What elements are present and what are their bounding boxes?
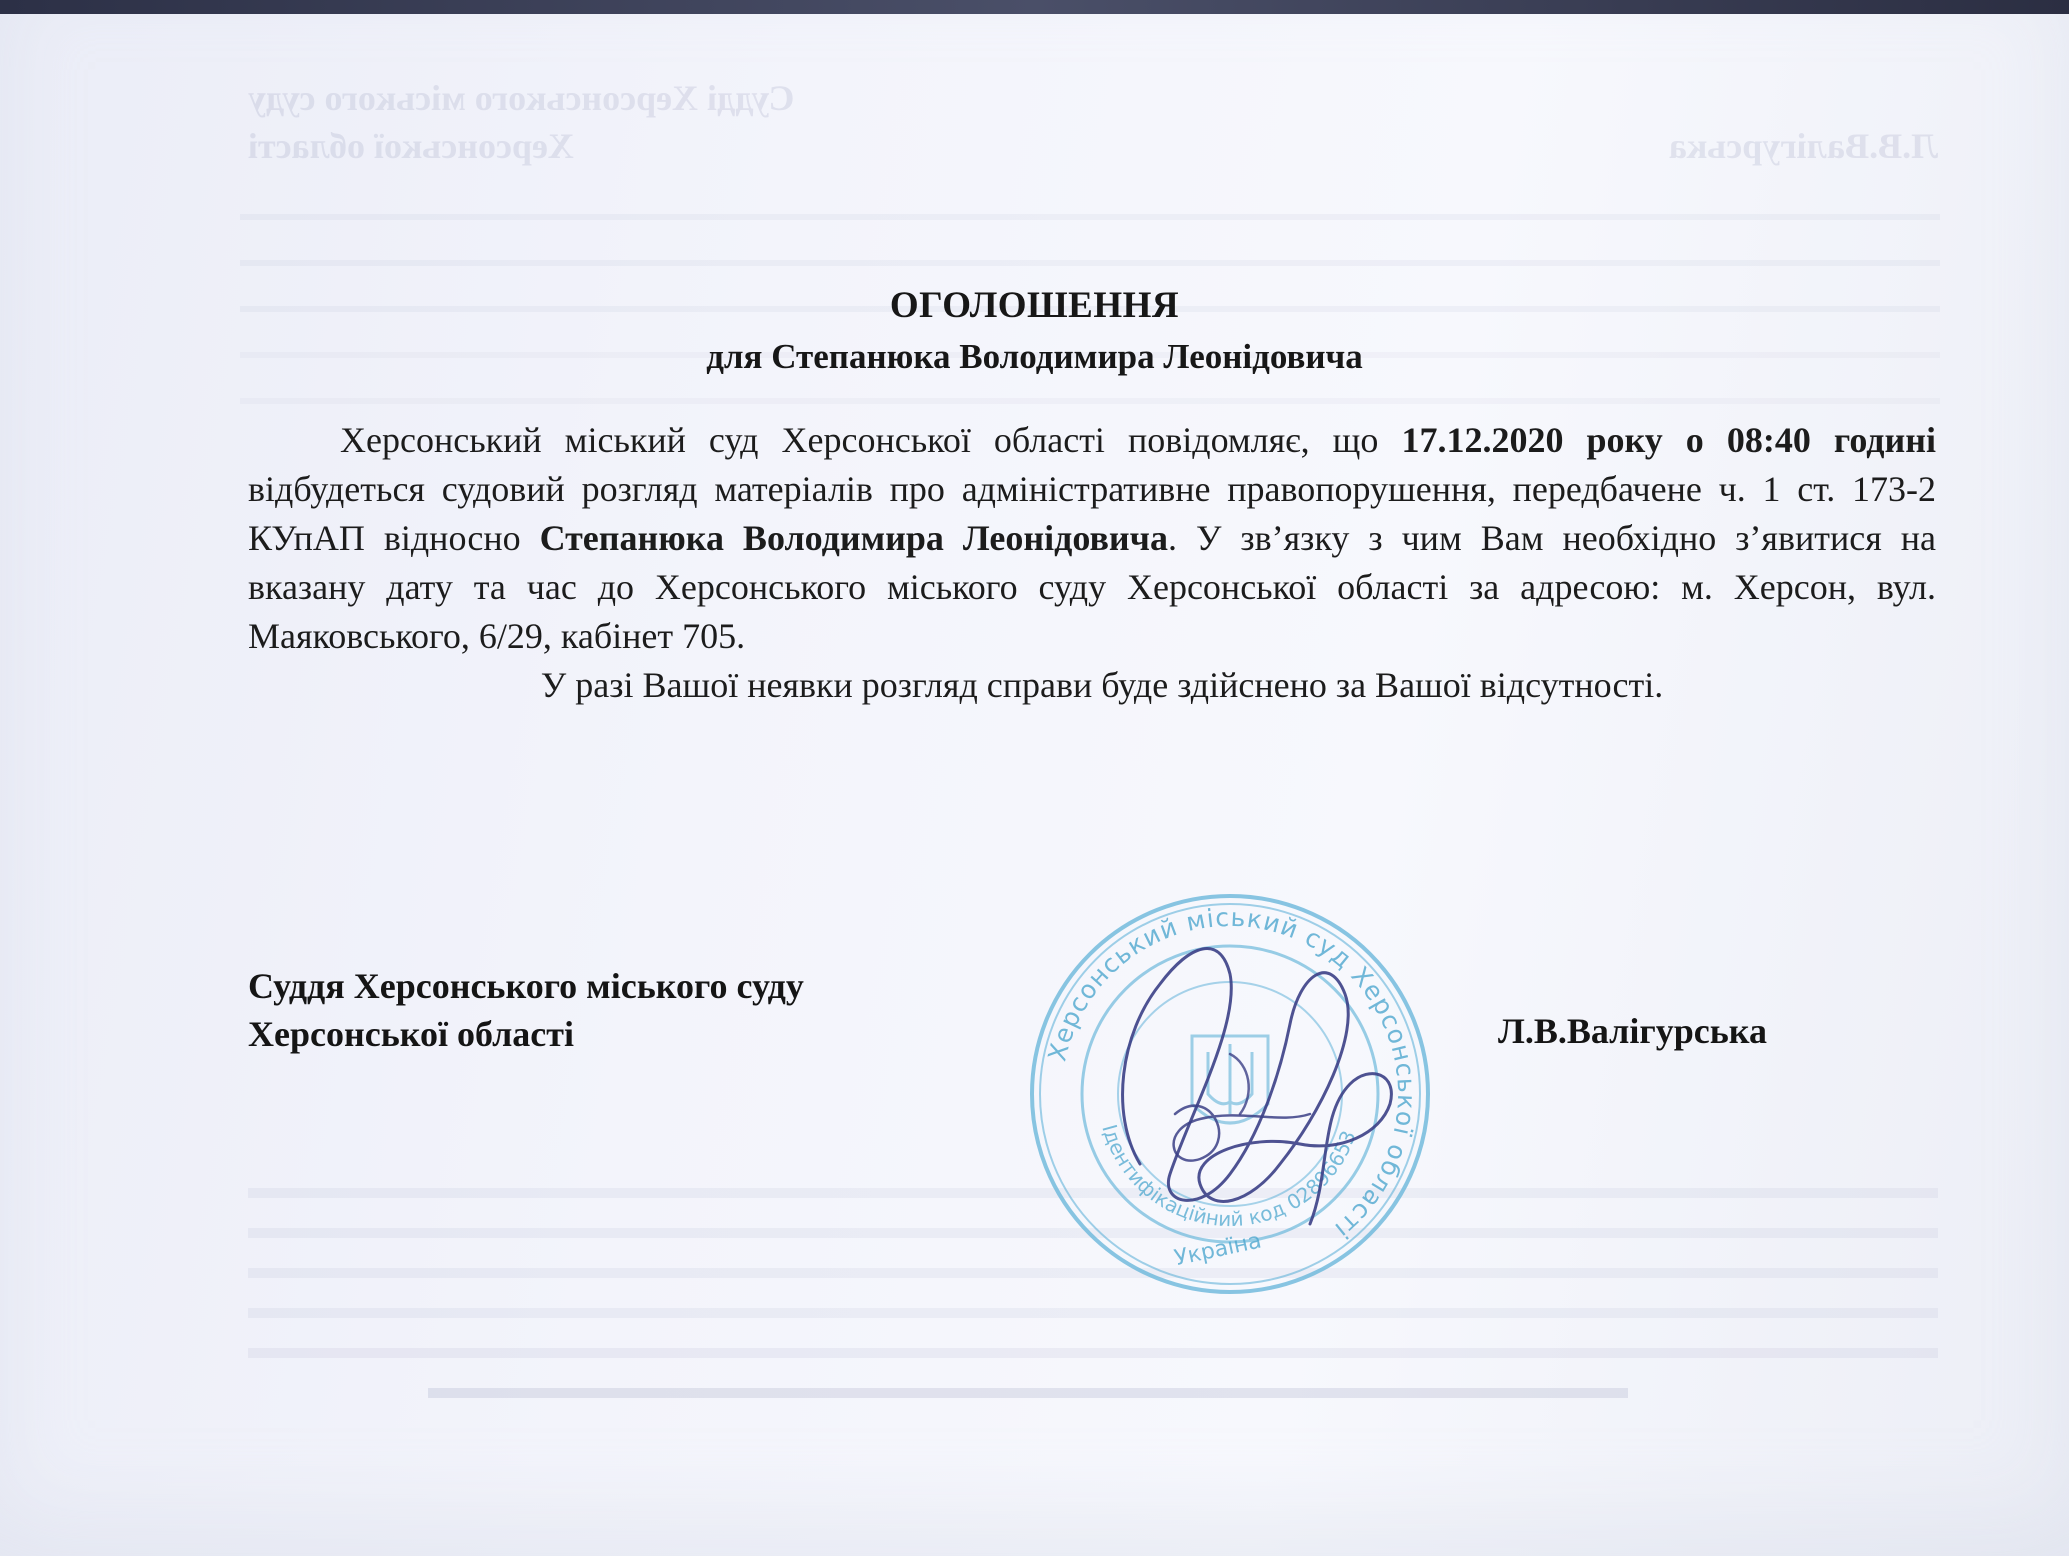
judge-position (248, 962, 804, 1058)
absence-warning: У разі Вашої неявки розгляд справи буде здійснено за Вашої відсутності. (540, 665, 1664, 705)
notice-text-part: Херсонський міський суд Херсонської області повідомляє, що (340, 420, 1402, 460)
judge-position-line: Херсонської області (248, 1014, 574, 1054)
photo-background-edge (0, 0, 2069, 14)
document-title: ОГОЛОШЕННЯ (889, 285, 1180, 326)
notice-paragraph (248, 416, 1936, 661)
notice-text-part: . У зв’язку з чим Вам необхідно з’явитися на вказану дату та час до Херсонського міського суду Херсонської області за адресою: м. Херсон, вул. Маяковського, 6/29, кабінет 705. (248, 518, 1937, 656)
seal-country-text: Україна (1172, 1228, 1264, 1272)
person-name: Степанюка Володимира Леонідовича (539, 518, 1168, 558)
judge-name: Л.В.Валігурська (1498, 1011, 1767, 1051)
document-subtitle: для Степанюка Володимира Леонідовича (706, 337, 1363, 376)
notice-body (248, 416, 1936, 710)
seal-code-text: Ідентифікаційний код 02896653 (1097, 1121, 1361, 1232)
signature-icon (1080, 914, 1440, 1244)
seal-outer-text: Херсонський міський суд Херсонської області (1042, 902, 1422, 1245)
notice-text-part: відбудеться судовий розгляд матеріалів про адміністративне правопорушення, передбачене ч. 1 ст. 173-2 КУпАП відносно (248, 469, 1936, 558)
judge-position-line: Суддя Херсонського міського суду (248, 966, 804, 1006)
document-page: Судді Херсонського міського суду Херсонської області Л.В.Валігурська ОГОЛОШЕННЯ для Степанюка Володимира Леонідовича Херсонський міський суд Херсонської області повідомляє, що 17.12.2020 року о 08:40 годині відбудеться судовий розгляд матеріалів про адміністративне правопорушення, передбачене ч. 1 ст. 173-2 КУпАП відносно Степанюка Володимира Леонідовича. У зв’язку з чим Вам необхідно з’явитися на вказану дату та час до Херсонського міського суду Херсонської області за адресою: м. Херсон, вул. Маяковського, 6/29, кабінет 705. У разі Вашої неявки розгляд справи буде здійснено за Вашої відсутності. Суддя Херсонського міського суду Херсонської області Л.В.Валігурська Херсонський міський суд Херсонської області Ідентифікаційний код 02896653 Україна (0, 14, 2069, 1556)
hearing-date-time: 17.12.2020 року о 08:40 годині (1401, 420, 1936, 460)
